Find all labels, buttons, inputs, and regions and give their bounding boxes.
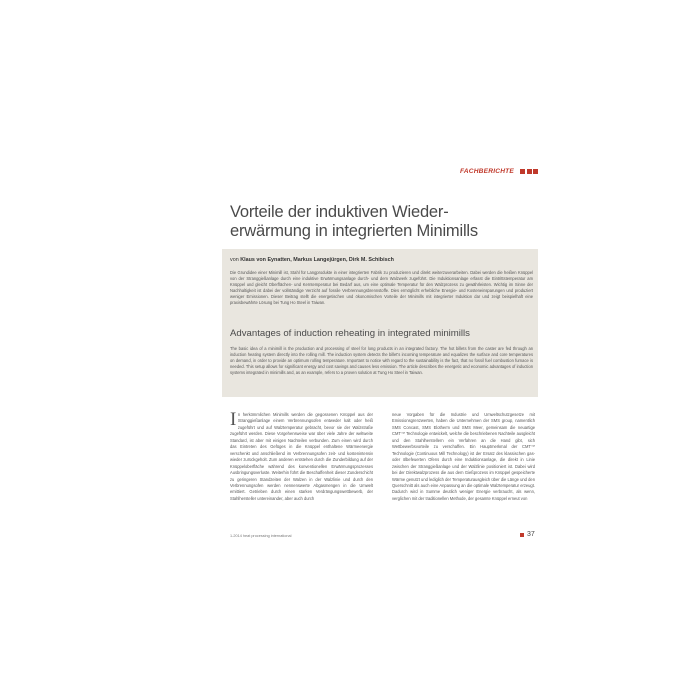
body-column-2: neue Vorgaben für die Industrie und Umweltschutzgesetze mit Emissionsgrenzwerten, haben die Unternehmen der SMS group, namentlich SMS Concast, SMS Elotherm und SMS Meer, gemeinsam die neuartige CMT™ Technologie entwickelt, welche die beschriebenen Nachteile ausgleicht und den Stahlherstellern ein Verfahren an die Hand gibt, sich Wettbewerbsvorteile zu verschaffen. Ein Hauptmerkmal der CMT™ Technologie (Continuous Mill Technology) ist der Ersatz des klassischen gas- oder ölbefeuerten Ofens durch eine Induktionsanlage, die direkt in Linie zwischen der Stranggießanlage und der Walzlinie positioniert ist. Dabei wird bei der Direktwalzprozess die aus dem Gießprozess im Knüppel gespeicherte Wärme genutzt und lediglich der Temperaturausgleich über die Länge und den Querschnitt als auch eine Anpassung an die optimale Walztemperatur erzeugt. Dadurch wird in Summe deutlich weniger Energie verbraucht, als wenn, verglichen mit der traditionellen Methode, der gesamte Knüppel erneut von [392,412,535,501]
article-title: Vorteile der induktiven Wieder- erwärmung in integrierten Minimills [230,203,478,240]
dropcap: I [230,409,237,430]
footer-journal: 1-2014 heat processing international [230,534,292,538]
abstract-german: Die Grundidee einer Minimill ist, Stahl für Langprodukte in einer integrierten Fabrik zu produzieren und direkt weiterzuverarbeiten. Dabei werden die heißen Knüppel von der Stranggießanlage durch eine induktive Erwärmungsanlage durch- und dem Walzwerk zugeführt. Die Induktionsanlage erfasst die Eintrittstemperatur am Knüppel und gleicht Oberflächen- und Kerntemperatur bei Bedarf aus, um eine optimale Temperatur für den Walzprozess zu gewährleisten. Wichtig im Sinne der Nachhaltigkeit ist dabei der vollständige Verzicht auf fossile Verbrennungsbrennstoffe. Dies ermöglicht erhebliche Energie- und Kosteneinsparungen und produziert weniger Emissionen. Dieser Beitrag stellt die energetischen und ökonomischen Vorteile der Minimills mit integrierter Induktion dar und zeigt beispielhaft eine praxisbewährte Lösung bei Tung Ho Steel in Taiwan. [230,270,533,306]
section-label [420,168,538,175]
english-title: Advantages of induction reheating in integrated minimills [230,328,470,339]
authors-prefix: von [230,257,241,263]
authors-names: Klaus von Eynatten, Markus Langejürgen, Dirk M. Schibisch [240,257,394,263]
footer-page [520,531,535,538]
body-column-1-text: n herkömmlichen Minimills werden die gegossenen Knüppel aus der Stranggießanlage einem Verbrennungsofen entweder kalt oder heiß zugeführt und auf Walztemperatur gebracht, bevor sie der Walzstraße zugeführt werden. Diese Vorgehensweise war über viele Jahre der weltweite Standard, ist aber mit einigen Nachteilen verbunden. Zum einen wird durch das Eintreten des Gefüges in die Knüppel enthaltene Wärmeenergie verschenkt und anschließend im Verbrennungsofen zeit- und kostenintensiv wieder zurückgeholt. Zum anderen entstehen durch die Zunderbildung auf der Knüppeloberfläche während des konventionellen Erwärmungsprozesses Ausbringungsverluste. Weiterhin führt die Beschaffenheit dieser Zunderschicht zu geringeren Standzeiten der Walzen in der Walzlinie und durch den Verbrennungsofen werden nennenswerte Abgasmengen in die Umwelt emittiert. Getrieben durch einen starken Verdrängungswettbewerb, der Stahlhersteller untereinander, aber auch durch [230,412,373,501]
body-columns [230,409,535,527]
section-label-text: FACHBERICHTE [459,168,514,175]
abstract-english: The basic idea of a minimill is the production and processing of steel for long products in an integrated factory. The hot billets from the caster are fed through an induction heating system directly into the rolling mill. The induction system detects the billet's incoming temperature and equalizes the surface and core temperatures on demand, in order to provide an optimum rolling temperature. Important to notice with regard to the sustainability is the fact, that no fossil fuel combustion furnace is needed. This setup allows for significant energy and cost savings and causes less emission. The article describes the energetic and economic advantages of induction systems integrated in minimills and, as an example, refers to a proven solution at Tung Ho Steel in Taiwan. [230,346,533,376]
page-marker-icon [520,533,524,537]
authors-line [230,257,530,263]
section-squares-icon [520,169,538,174]
page-number: 37 [527,531,535,538]
body-column-1 [230,409,373,527]
